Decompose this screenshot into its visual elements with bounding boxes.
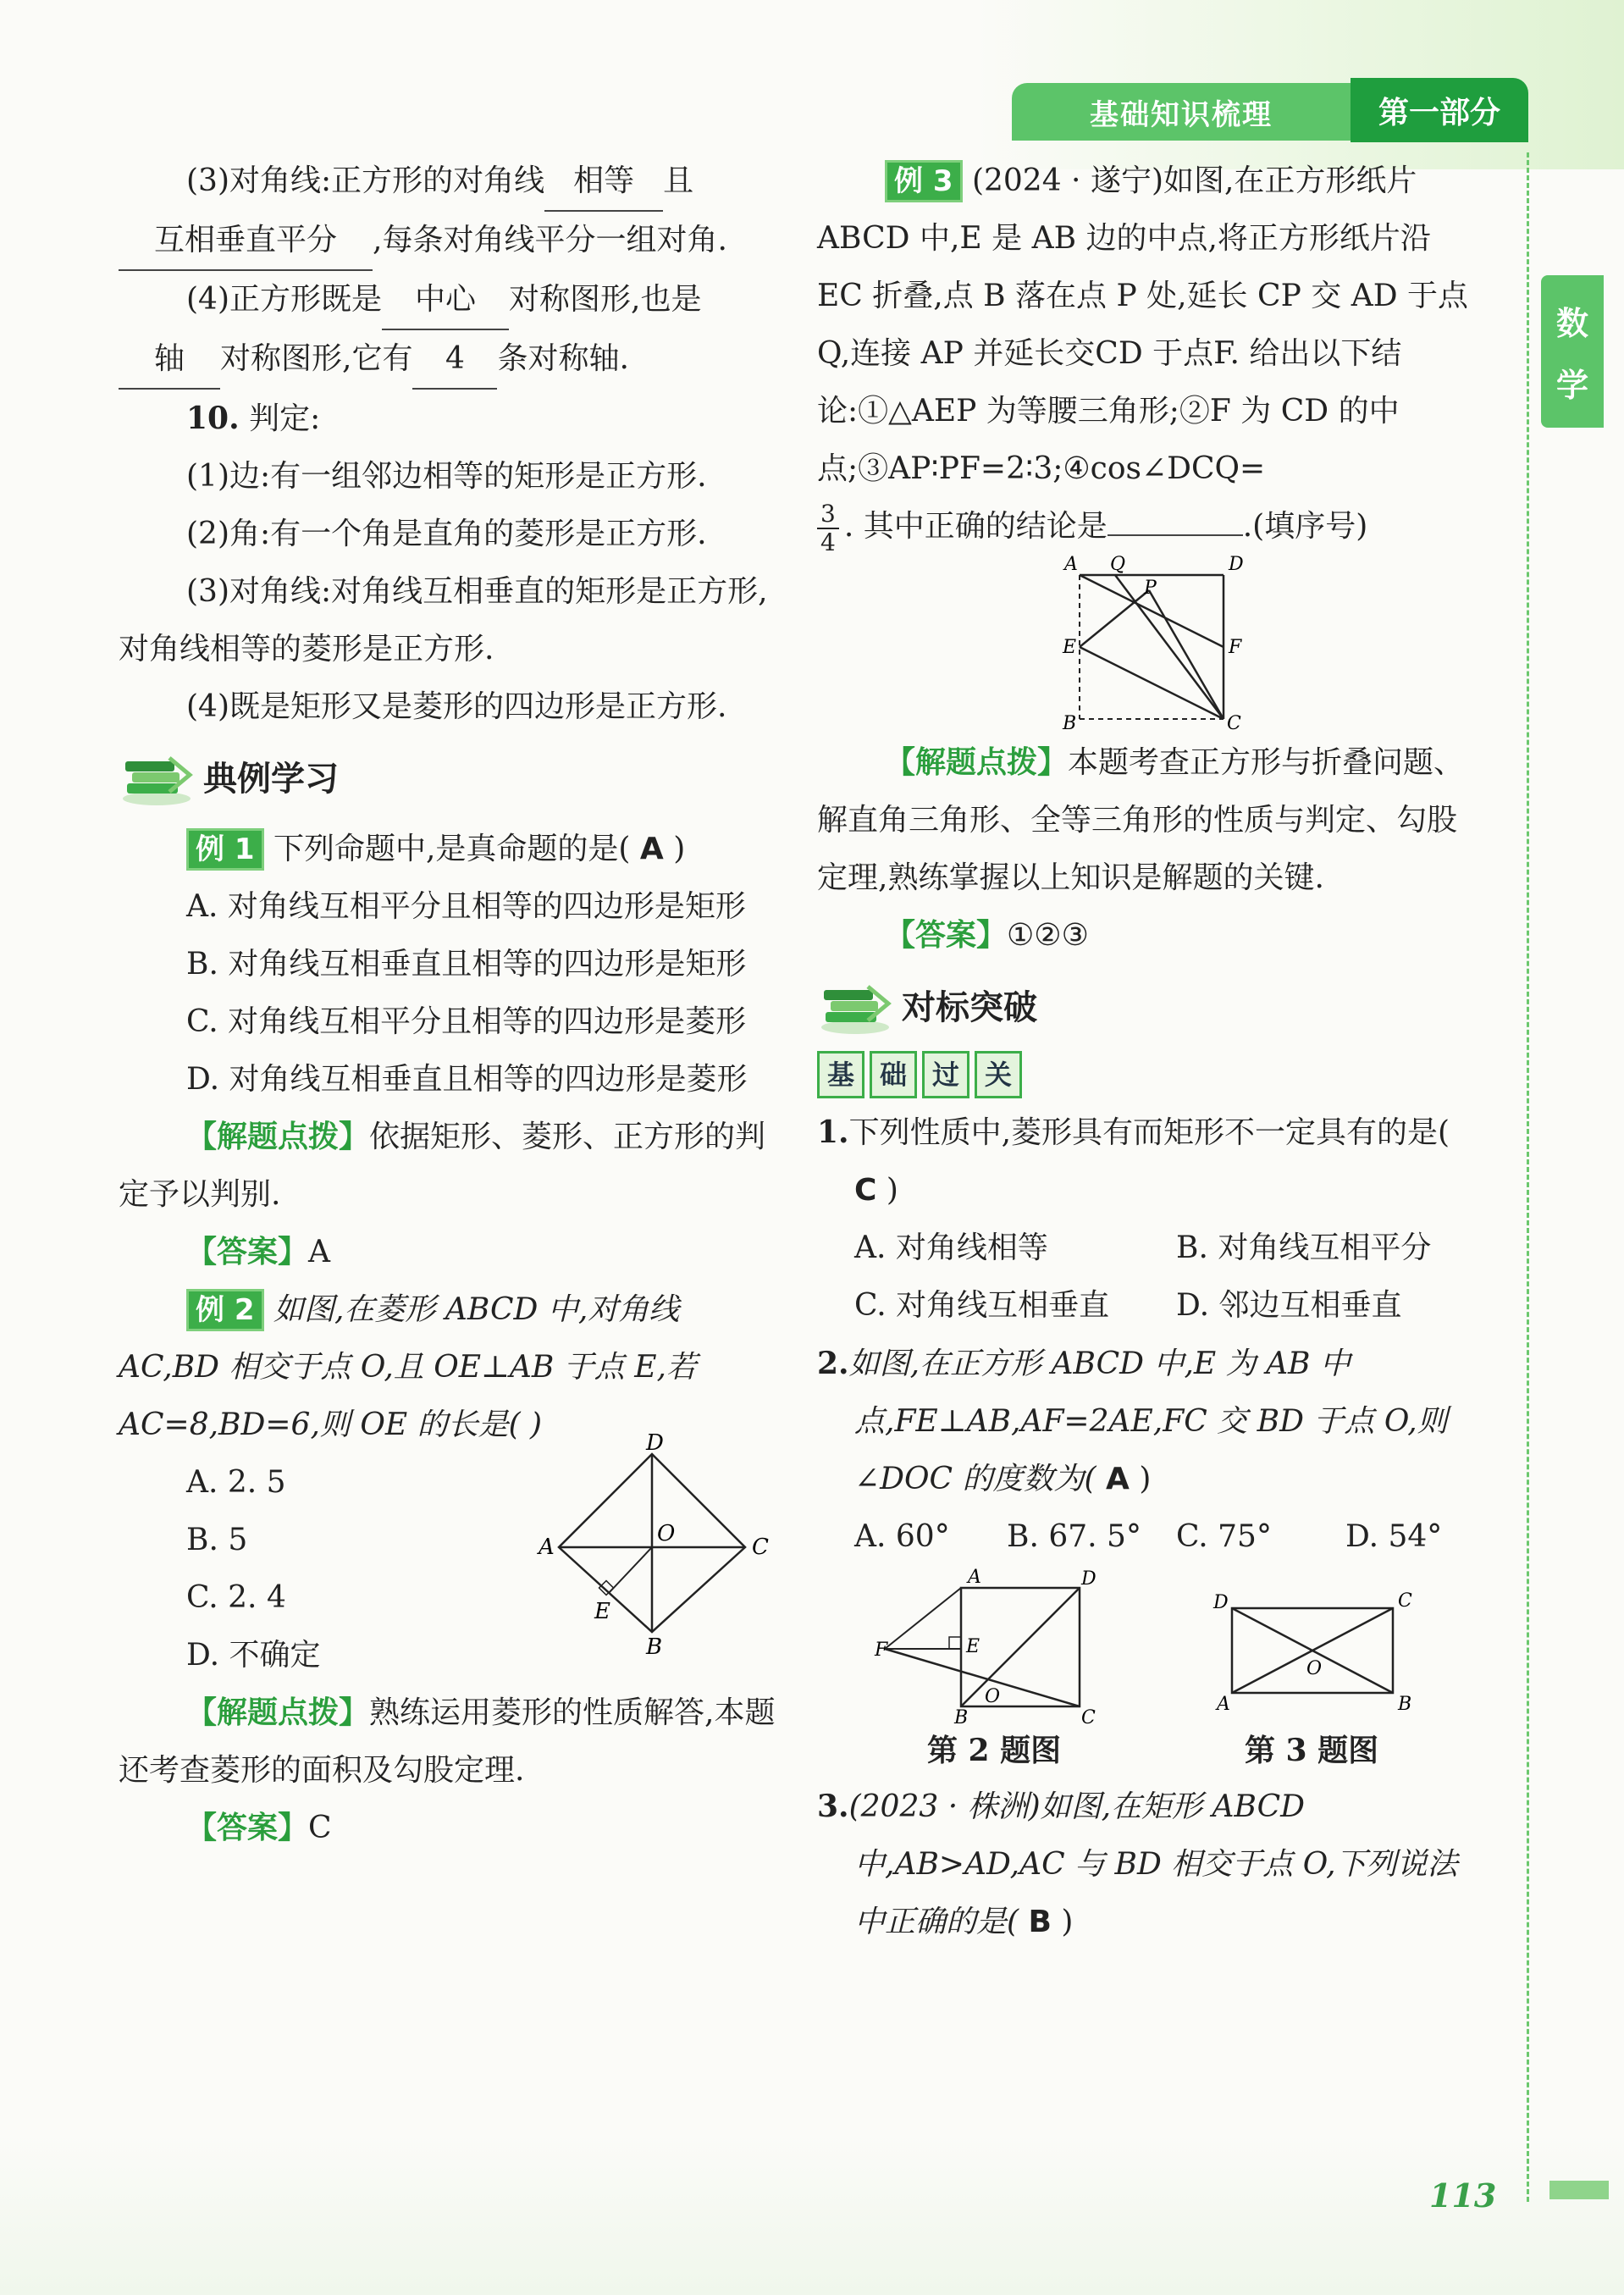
blank-answer: 4 [412, 330, 497, 390]
footer-background [0, 2134, 1624, 2295]
question-1: 1.下列性质中,菱形具有而矩形不一定具有的是( C ) [817, 1114, 1450, 1208]
question-3-figure [1207, 1591, 1427, 1718]
option-d: D. 邻边互相垂直 [1176, 1288, 1402, 1323]
item-10-heading: 10. 判定: [186, 401, 321, 436]
example-2-option-d: D. 不确定 [186, 1638, 321, 1673]
example-1-question: 例 1 下列命题中,是真命题的是( A ) [119, 821, 787, 878]
example-3-figure-wrap [817, 556, 1478, 734]
label-B: B [646, 1634, 663, 1660]
question-2: 2.如图,在正方形 ABCD 中,E 为 AB 中点,FE⊥AB,AF=2AE,FC 交 BD 于点 O,则∠DOC 的度数为( A ) [817, 1346, 1448, 1496]
fraction-3-4: $\frac{3}{4}$ [817, 500, 839, 556]
section-title-examples [119, 741, 787, 817]
example-1-option-d: D. 对角线互相垂直且相等的四边形是菱形 [186, 1062, 748, 1097]
example-2-badge: 例 2 [186, 1289, 264, 1331]
label-D: D [1081, 1568, 1096, 1590]
section-title-breakthrough [817, 970, 1478, 1046]
option-d: D. 54° [1345, 1519, 1443, 1554]
example-3-question-end: $\frac{3}{4}$ . 其中正确的结论是 .(填序号) [817, 498, 1478, 556]
left-column [119, 152, 787, 1857]
question-3: 3.(2023 · 株洲)如图,在矩形 ABCD 中,AB>AD,AC 与 BD 相交于点 O,下列说法中正确的是( B ) [817, 1789, 1458, 1939]
subject-side-tab [1541, 275, 1604, 428]
figures-row [817, 1566, 1478, 1778]
label-D: D [646, 1430, 664, 1456]
question-2-figure [875, 1567, 1096, 1728]
label-A: A [1064, 554, 1078, 575]
example-2-option-c: C. 2. 4 [186, 1580, 286, 1615]
label-D: D [1213, 1592, 1229, 1613]
label-A: A [1217, 1694, 1230, 1715]
label-F: F [875, 1640, 888, 1661]
option-b: B. 对角线互相平分 [1176, 1230, 1432, 1265]
question-2-options [817, 1508, 1478, 1566]
subject-char-1: 数 [1555, 305, 1588, 342]
label-B: B [1063, 713, 1077, 734]
example-1-answer: 【答案】A [186, 1235, 331, 1269]
example-1-badge: 例 1 [186, 828, 264, 871]
square-fold-figure [1063, 556, 1283, 734]
question-1-options [817, 1219, 1478, 1335]
figure-2-caption: 第 2 题图 [927, 1733, 1062, 1768]
judgement-4: (4)既是矩形又是菱形的四边形是正方形. [186, 689, 727, 724]
blank-answer: 中心 [382, 271, 509, 330]
example-1-option-a: A. 对角线互相平分且相等的四边形是矩形 [186, 889, 746, 924]
label-A: A [539, 1535, 555, 1560]
blank-answer: 相等 [544, 152, 663, 212]
example-3-badge: 例 3 [885, 160, 963, 202]
figure-3-caption: 第 3 题图 [1245, 1733, 1379, 1768]
books-icon [119, 749, 195, 809]
judgement-2: (2)角:有一个角是直角的菱形是正方形. [186, 517, 707, 551]
basic-practice-tag: 基 础 过 关 [817, 1051, 1022, 1098]
page-number-mark [1549, 2181, 1609, 2199]
example-1-hint: 【解题点拨】依据矩形、菱形、正方形的判定予以判别. [119, 1120, 766, 1212]
label-F: F [1229, 637, 1242, 658]
label-C: C [1227, 713, 1241, 734]
label-C: C [752, 1535, 769, 1560]
option-a: A. 对角线相等 [854, 1230, 1048, 1265]
rhombus-figure [533, 1430, 787, 1660]
label-Q: Q [1110, 554, 1126, 575]
option-b: B. 67. 5° [1007, 1519, 1141, 1554]
option-a: A. 60° [854, 1519, 950, 1554]
judgement-3: (3)对角线:对角线互相垂直的矩形是正方形,对角线相等的菱形是正方形. [119, 574, 768, 666]
blank-answer: 互相垂直平分 [119, 212, 373, 271]
page-number: 113 [1429, 2176, 1497, 2215]
example-2-hint: 【解题点拨】熟练运用菱形的性质解答,本题还考查菱形的面积及勾股定理. [119, 1695, 776, 1788]
example-3-question: 例 3 (2024 · 遂宁)如图,在正方形纸片 ABCD 中,E 是 AB 边的中点,将正方形纸片沿 EC 折叠,点 B 落在点 P 处,延长 CP 交 AD 于点Q,连接 AP 并延长交CD 于点F. 给出以下结论:①△AEP 为等腰三角形;②F 为 CD 的中点;③AP∶PF=2∶3;④cos∠DCQ= [817, 152, 1478, 498]
example-2-answer: 【答案】C [186, 1811, 332, 1845]
option-c: C. 75° [1176, 1519, 1272, 1554]
label-C: C [1081, 1707, 1096, 1728]
label-E: E [966, 1636, 980, 1657]
example-1-option-c: C. 对角线互相平分且相等的四边形是菱形 [186, 1004, 747, 1039]
label-E: E [1063, 637, 1077, 658]
label-A: A [968, 1567, 981, 1588]
example-2-question: 例 2 如图,在菱形 ABCD 中,对角线 AC,BD 相交于点 O,且 OE⊥AB 于点 E,若 AC=8,BD=6,则 OE 的长是( ) [119, 1281, 787, 1454]
example-1-option-b: B. 对角线互相垂直且相等的四边形是矩形 [186, 947, 747, 982]
example-2-option-a: A. 2. 5 [186, 1465, 286, 1500]
label-E: E [594, 1599, 610, 1624]
right-column [817, 152, 1478, 1951]
label-P: P [1144, 578, 1157, 599]
example-3-hint: 【解题点拨】本题考查正方形与折叠问题、解直角三角形、全等三角形的性质与判定、勾股定理,熟练掌握以上知识是解题的关键. [817, 745, 1465, 895]
margin-dashed-line [1527, 152, 1529, 2202]
blank-answer: 轴 [119, 330, 220, 390]
blank-answer [1108, 534, 1243, 536]
header-part-label: 第一部分 [1351, 78, 1528, 142]
header-section-label: 基础知识梳理 [1012, 83, 1351, 141]
example-2-options-and-figure [119, 1430, 787, 1684]
example-3-answer: 【答案】①②③ [885, 918, 1089, 953]
judgement-1: (1)边:有一组邻边相等的矩形是正方形. [186, 459, 707, 494]
label-D: D [1229, 554, 1244, 575]
label-B: B [954, 1707, 969, 1728]
example-2-option-b: B. 5 [186, 1523, 248, 1557]
section-title-text: 典例学习 [203, 760, 339, 799]
label-O: O [657, 1521, 676, 1546]
label-O: O [985, 1686, 1001, 1707]
example-1-choice: A [639, 832, 664, 866]
subject-char-2: 学 [1555, 367, 1588, 404]
label-C: C [1398, 1590, 1412, 1612]
label-B: B [1398, 1694, 1412, 1715]
option-c: C. 对角线互相垂直 [854, 1288, 1110, 1323]
symmetry-property: (4)正方形既是 中心 对称图形,也是 轴 对称图形,它有 4 条对称轴. [119, 271, 787, 390]
label-O: O [1306, 1658, 1323, 1679]
books-icon [817, 978, 893, 1037]
diagonal-property: (3)对角线:正方形的对角线 相等 且 互相垂直平分 ,每条对角线平分一组对角. [119, 152, 787, 271]
section-title-text: 对标突破 [902, 988, 1037, 1027]
